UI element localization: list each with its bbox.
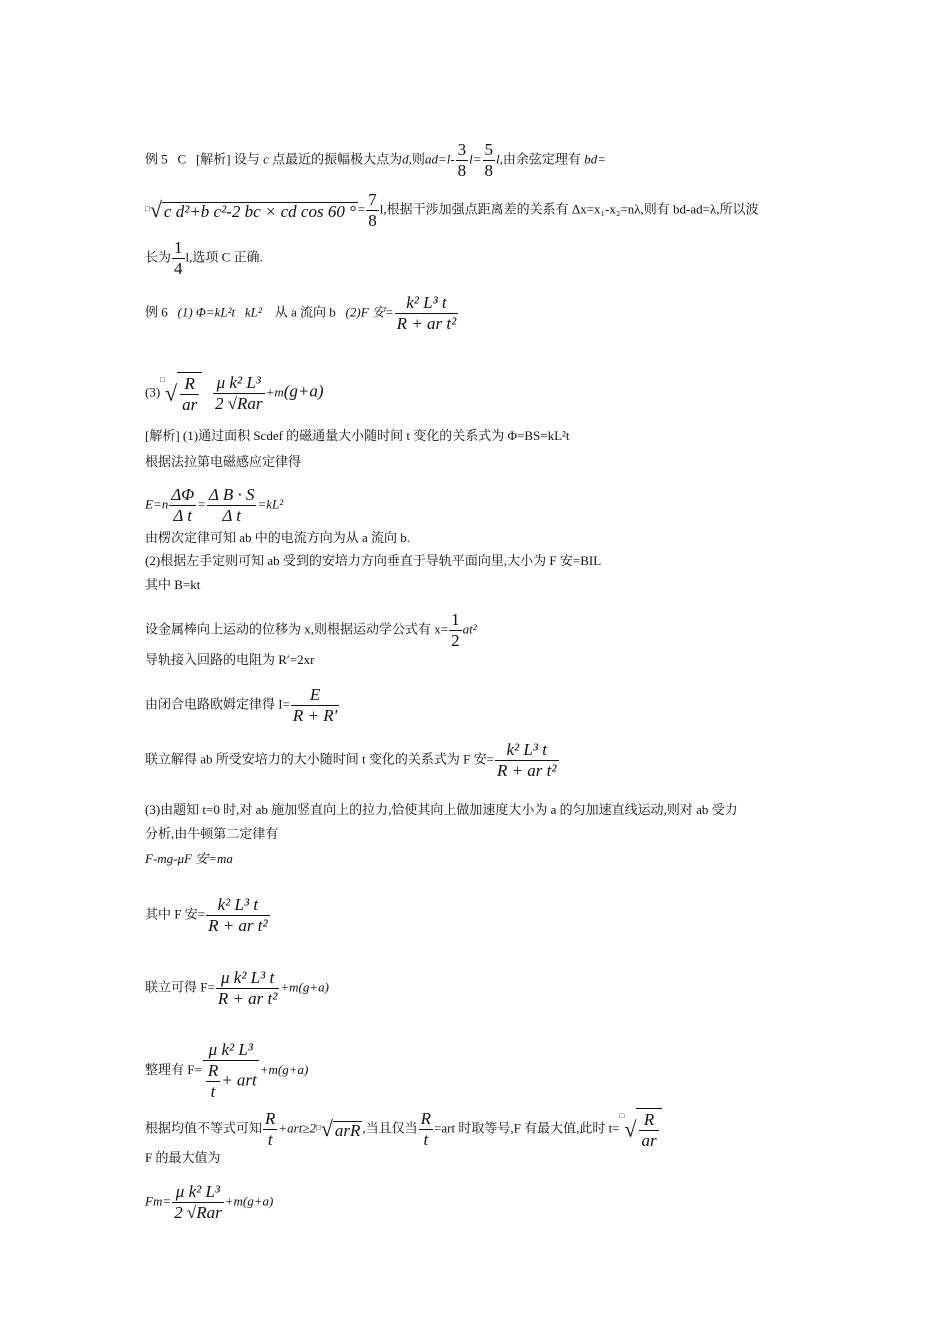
fraction: $\frac{R}{t}$ [420, 1109, 432, 1149]
fraction: $\frac{5}{8}$ [484, 140, 494, 180]
fraction: $\frac{\text{μ k² L³}}{\text{2 √Rar}}$ [214, 373, 263, 413]
ex6-line18: F 的最大值为 [145, 1150, 221, 1165]
ex6-line14: 其中 F 安= $\frac{\text{k² L³ t}}{\text{R + ar t²}}$ [145, 895, 268, 935]
fraction: $\frac{\text{k² L³ t}}{\text{R + ar t²}}$ [396, 293, 457, 333]
ex6-answers: 例 6 (1) Φ=kL²t kL² 从 a 流向 b (2)F 安= $\frac{\text{k² L³ t}}{\text{R + ar t²}}$ [145, 293, 457, 333]
sqrt-expression: □√ arR [315, 1116, 361, 1142]
fraction: $\frac{1}{2}$ [451, 610, 460, 650]
ex6-line19: Fm= $\frac{\text{μ k² L³}}{\text{2 √Rar}}$ +m(g+a) [145, 1182, 274, 1222]
ex6-line9: 由闭合电路欧姆定律得 I= $\frac{E}{R + R'}$ [145, 685, 338, 725]
ex6-line6: 其中 B=kt [145, 577, 201, 592]
ex6-line4: 由楞次定律可知 ab 中的电流方向为从 a 流向 b. [145, 530, 411, 545]
fraction: $\frac{\text{Δ B · S}}{\text{Δ t}}$ [208, 485, 255, 525]
ex6-line5: (2)根据左手定则可知 ab 受到的安培力方向垂直于导轨平面向里,大小为 F 安=BIL [145, 553, 602, 568]
fraction: μ k² L³ $\frac{R}{t}$ + art [203, 1040, 259, 1102]
sqrt-expression: □√ $\frac{R}{ar}$ [620, 1108, 662, 1151]
ex6-answer3: (3)□√ $\frac{R}{ar}$ $\frac{\text{μ k² L³}}{\text{2 √Rar}}$ +m(g+a) [145, 373, 324, 414]
ex6-line8: 导轨接入回路的电阻为 R′=2xr [145, 652, 315, 667]
sqrt-expression: √ $\frac{R}{ar}$ [165, 372, 202, 415]
fraction: $\frac{\text{k² L³ t}}{\text{R + ar t²}}$ [208, 895, 268, 935]
sqrt-expression: □√ c d²+b c²-2 bc × cd cos 60 ° [145, 197, 356, 223]
ex6-line12: 分析,由牛顿第二定律有 [145, 826, 279, 841]
fraction: $\frac{\text{μ k² L³ t}}{\text{R + ar t²}}$ [217, 968, 278, 1008]
ex6-line7: 设金属棒向上运动的位移为 x,则根据运动学公式有 x= $\frac{1}{2}$ at² [145, 610, 477, 650]
fraction: $\frac{R}{t}$ [207, 1061, 219, 1101]
ex6-line17: 根据均值不等式可知 $\frac{R}{t}$ +art≥2□√ arR ,当且仅当 $\frac{R}{t}$ =art 时取等号,F 有最大值,此时 t=□√ $\frac{R}{ar}$ [145, 1108, 662, 1151]
ex6-line15: 联立可得 F= $\frac{\text{μ k² L³ t}}{\text{R + ar t²}}$ +m(g+a) [145, 968, 329, 1008]
fraction: $\frac{R}{ar}$ [641, 1110, 657, 1150]
ex6-line11: (3)由题知 t=0 时,对 ab 施加竖直向上的拉力,恰使其向上做加速度大小为 a 的匀加速直线运动,则对 ab 受力 [145, 802, 738, 817]
fraction: $\frac{7}{8}$ [368, 190, 377, 230]
ex6-line3: E=n $\frac{\Delta\Phi}{\text{Δ t}}$ = $\frac{\text{Δ B · S}}{\text{Δ t}}$ =kL² [145, 485, 284, 525]
ex5-line3: 长为 $\frac{1}{4}$ l,选项 C 正确. [145, 238, 263, 278]
ex6-line13: F-mg-μF 安=ma [145, 851, 233, 866]
ex5-line2: □√ c d²+b c²-2 bc × cd cos 60 ° = $\frac{7}{8}$ l,根据干涉加强点距离差的关系有 Δx=x₁-x₂=nλ,则有 bd-ad=λ,所以波 [145, 190, 759, 230]
ex6-line16: 整理有 F= μ k² L³ $\frac{R}{t}$ + art +m(g+a) [145, 1040, 309, 1101]
fraction: $\frac{1}{4}$ [174, 238, 183, 278]
fraction: $\frac{\text{μ k² L³}}{\text{2 √Rar}}$ [174, 1182, 222, 1222]
fraction: $\frac{R}{ar}$ [182, 374, 198, 414]
fraction: $\frac{E}{R + R'}$ [292, 685, 338, 725]
fraction: $\frac{\Delta\Phi}{\text{Δ t}}$ [171, 485, 195, 525]
ex5-line1: 例 5 C [解析] 设与 c 点最近的振幅极大点为d,则ad=l- $\frac{3}{8}$ l= $\frac{5}{8}$ l,由余弦定理有 bd= [145, 140, 606, 180]
fraction: $\frac{R}{t}$ [265, 1109, 276, 1149]
ex6-line10: 联立解得 ab 所受安培力的大小随时间 t 变化的关系式为 F 安= $\frac{\text{k² L³ t}}{\text{R + ar t²}}$ [145, 740, 557, 780]
fraction: $\frac{\text{k² L³ t}}{\text{R + ar t²}}$ [496, 740, 557, 780]
ex6-line1: [解析] (1)通过面积 Scdef 的磁通量大小随时间 t 变化的关系式为 Φ=BS=kL²t [145, 428, 570, 443]
fraction: $\frac{3}{8}$ [457, 140, 467, 180]
ex6-line2: 根据法拉第电磁感应定律得 [145, 454, 302, 469]
